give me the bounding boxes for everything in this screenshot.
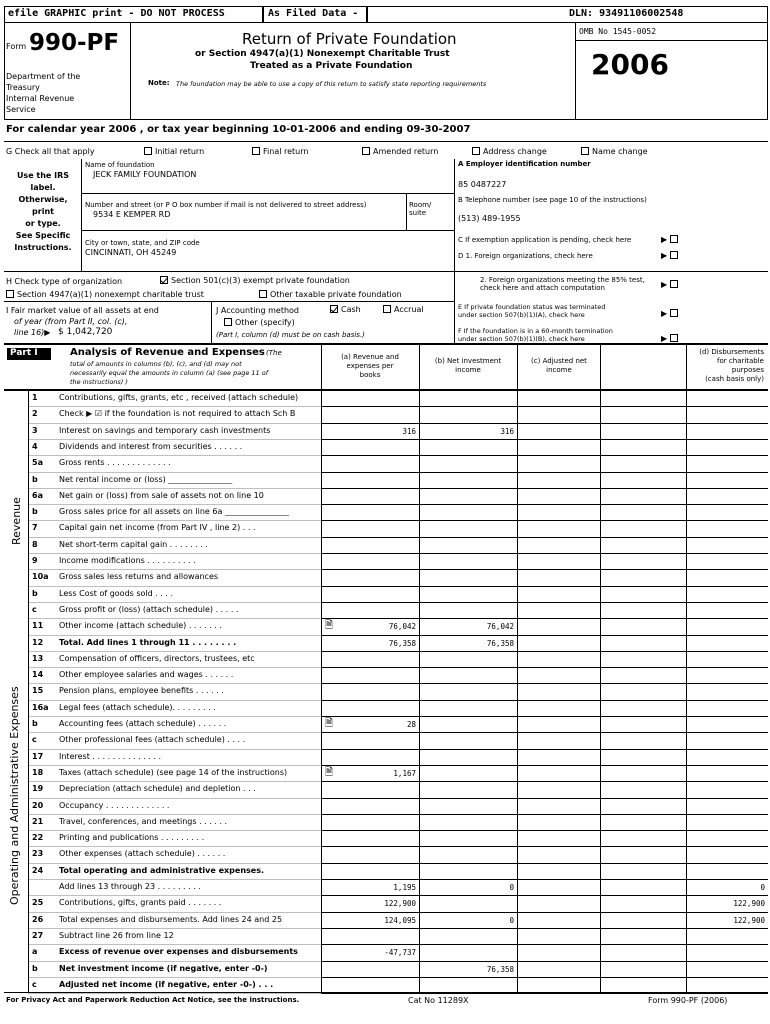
row-number: c	[32, 604, 37, 614]
col-d-header: (d) Disbursements for charitable purposes (cash basis only)	[699, 348, 764, 383]
row-label: Legal fees (attach schedule). . . . . . . . .	[59, 702, 216, 712]
foundation-name: JECK FAMILY FOUNDATION	[93, 170, 197, 179]
row-number: 13	[32, 653, 44, 663]
dept-line2: Treasury	[6, 83, 40, 92]
g-check-label: G Check all that apply	[6, 147, 95, 156]
terminated-checkbox[interactable]: ▶	[661, 309, 681, 318]
row-number: 2	[32, 409, 38, 419]
row-col-a-value: 1,167	[393, 768, 416, 778]
form-number: 990-PF	[29, 30, 120, 56]
amended-return-checkbox[interactable]: Amended return	[362, 147, 438, 156]
accounting-method-label: J Accounting method	[216, 306, 300, 315]
city-state-zip: CINCINNATI, OH 45249	[85, 248, 177, 257]
row-label: Other expenses (attach schedule) . . . . . .	[59, 849, 226, 859]
row-number: 27	[32, 930, 44, 940]
fmv-label-3: line 16)▶	[14, 328, 51, 337]
terminated-label: E If private foundation status was terminated under section 507(b)(1)(A), check here	[458, 303, 606, 319]
revenue-side-label: Revenue	[10, 497, 23, 545]
row-number: a	[32, 947, 38, 957]
row-col-b-value: 76,358	[486, 638, 514, 648]
row-number: 24	[32, 865, 44, 875]
row-label: Net gain or (loss) from sale of assets not on line 10	[59, 490, 264, 500]
row-number: b	[32, 474, 38, 484]
footer-privacy-notice: For Privacy Act and Paperwork Reduction Act Notice, see the instructions.	[6, 996, 300, 1004]
row-label: Income modifications . . . . . . . . . .	[59, 556, 196, 565]
foundation-name-label: Name of foundation	[85, 161, 155, 169]
tax-year: 2006	[591, 48, 669, 81]
as-filed-label: As Filed Data -	[268, 8, 359, 19]
row-label: Occupancy . . . . . . . . . . . . .	[59, 800, 170, 810]
row-col-a-value: 76,358	[388, 638, 416, 648]
row-number: 21	[32, 816, 44, 826]
col-c-header: (c) Adjusted net income	[531, 357, 587, 374]
row-label: Travel, conferences, and meetings . . . . . .	[59, 816, 228, 826]
row-label: Check ▶ ☑ if the foundation is not required to attach Sch B	[59, 409, 296, 419]
row-label: Less Cost of goods sold . . . .	[59, 588, 174, 598]
row-label: Interest . . . . . . . . . . . . . .	[59, 751, 162, 761]
row-number: 23	[32, 849, 44, 859]
row-number: 11	[32, 621, 44, 631]
section-501c3-checkbox[interactable]: Section 501(c)(3) exempt private foundation	[160, 276, 350, 285]
other-method-checkbox[interactable]: Other (specify)	[224, 318, 295, 327]
attachment-icon[interactable]: 🗎	[325, 766, 334, 778]
part-i-title: Analysis of Revenue and Expenses	[70, 347, 265, 358]
street-address: 9534 E KEMPER RD	[93, 210, 171, 219]
row-number: 16a	[32, 702, 49, 712]
row-label: Depreciation (attach schedule) and depletion . . .	[59, 784, 256, 794]
row-label: Printing and publications . . . . . . . . .	[59, 833, 205, 843]
row-label: Total operating and administrative expenses.	[59, 865, 264, 875]
row-col-a-value: 122,900	[384, 899, 416, 909]
city-label: City or town, state, and ZIP code	[85, 239, 200, 247]
row-number: 15	[32, 686, 44, 696]
name-change-checkbox[interactable]: Name change	[581, 147, 648, 156]
part-i-description: total of amounts in columns (b), (c), and (d) may not necessarily equal the amounts in column (a) (see page 11 of the instructions) )	[70, 360, 269, 386]
col-b-header: (b) Net investment income	[434, 357, 502, 374]
telephone-value: (513) 489-1955	[458, 214, 521, 223]
row-label: Net short-term capital gain . . . . . . . .	[59, 539, 208, 549]
exemption-pending-checkbox[interactable]: ▶	[661, 235, 681, 244]
row-label: Gross sales less returns and allowances	[59, 572, 219, 582]
row-number: 26	[32, 914, 44, 924]
row-label: Other professional fees (attach schedule) . . . .	[59, 735, 246, 745]
efile-notice: efile GRAPHIC print - DO NOT PROCESS	[8, 8, 225, 19]
sixty-month-checkbox[interactable]: ▶	[661, 334, 681, 343]
cash-basis-note: (Part I, column (d) must be on cash basis.)	[216, 331, 365, 339]
row-label: Gross sales price for all assets on line 6a ________________	[59, 507, 289, 517]
expenses-side-label: Operating and Administrative Expenses	[8, 686, 21, 905]
sixty-month-label: F If the foundation is in a 60-month termination under section 507(b)(1)(B), check here	[458, 327, 613, 343]
row-col-a-value: -47,737	[384, 948, 416, 958]
row-label: Gross rents . . . . . . . . . . . . .	[59, 458, 171, 468]
final-return-checkbox[interactable]: Final return	[252, 147, 308, 156]
row-number: 25	[32, 898, 44, 908]
row-number: b	[32, 588, 38, 598]
row-col-a-value: 76,042	[388, 622, 416, 632]
row-number: 19	[32, 784, 44, 794]
ein-label: A Employer identification number	[458, 160, 591, 168]
row-col-a-value: 1,195	[393, 883, 416, 892]
ein-value: 85 0487227	[458, 180, 507, 189]
telephone-label: B Telephone number (see page 10 of the instructions)	[458, 196, 647, 204]
foreign-85-label: 2. Foreign organizations meeting the 85% test, check here and attach computation	[480, 276, 645, 292]
row-number: 5a	[32, 458, 43, 468]
initial-return-checkbox[interactable]: Initial return	[144, 147, 204, 156]
row-label: Contributions, gifts, grants paid . . . . . . .	[59, 898, 222, 908]
row-number: c	[32, 735, 37, 745]
row-number: c	[32, 979, 37, 989]
dept-line1: Department of the	[6, 72, 81, 81]
dept-line4: Service	[6, 105, 36, 114]
row-number: 14	[32, 670, 44, 680]
row-number: b	[32, 507, 38, 517]
attachment-icon[interactable]: 🗎	[325, 718, 334, 729]
other-taxable-checkbox[interactable]: Other taxable private foundation	[259, 290, 402, 299]
row-col-d-value: 122,900	[733, 915, 765, 925]
omb-number: OMB No 1545-0052	[579, 27, 657, 36]
note-label: Note:	[148, 79, 170, 87]
dln-number: DLN: 93491106002548	[569, 8, 684, 19]
row-label: Excess of revenue over expenses and disbursements	[59, 947, 298, 957]
row-label: Adjusted net income (if negative, enter -0-) . . .	[59, 979, 274, 989]
form-footer-id: Form 990-PF (2006)	[648, 996, 728, 1005]
row-label: Dividends and interest from securities . . . . . .	[59, 441, 243, 451]
row-col-b-value: 0	[509, 915, 514, 925]
row-label: Capital gain net income (from Part IV , line 2) . . .	[59, 523, 256, 533]
row-label: Total. Add lines 1 through 11 . . . . . . . .	[59, 637, 237, 647]
row-number: 3	[32, 425, 38, 435]
street-label: Number and street (or P O box number if mail is not delivered to street address)	[85, 201, 367, 209]
row-col-d-value: 0	[760, 883, 765, 892]
row-label: Taxes (attach schedule) (see page 14 of the instructions)	[59, 767, 288, 777]
row-number: 17	[32, 751, 44, 761]
row-number: 20	[32, 800, 44, 810]
row-number: 9	[32, 556, 38, 565]
row-number: 12	[32, 637, 44, 647]
address-change-checkbox[interactable]: Address change	[472, 147, 547, 156]
fmv-value: $ 1,042,720	[58, 327, 113, 337]
foreign-org-label: D 1. Foreign organizations, check here	[458, 252, 593, 260]
note-text: The foundation may be able to use a copy of this return to satisfy state reporting requirements	[176, 80, 487, 88]
row-label: Subtract line 26 from line 12	[59, 930, 174, 940]
foreign-org-checkbox[interactable]: ▶	[661, 251, 681, 260]
row-label: Net rental income or (loss) ________________	[59, 474, 233, 484]
row-number: 1	[32, 393, 38, 402]
fmv-label-1: I Fair market value of all assets at end	[6, 306, 159, 315]
attachment-icon[interactable]: 🗎	[325, 620, 334, 632]
room-suite-label: Room/ suite	[409, 201, 432, 217]
row-label: Interest on savings and temporary cash investments	[59, 425, 271, 435]
row-number: b	[32, 963, 38, 973]
accrual-method-checkbox[interactable]: Accrual	[383, 305, 424, 314]
row-number: 6a	[32, 490, 43, 500]
cash-method-checkbox[interactable]: Cash	[330, 305, 361, 314]
row-number: 10a	[32, 572, 49, 582]
row-col-b-value: 0	[509, 883, 514, 892]
row-number: 22	[32, 833, 44, 843]
row-label: Gross profit or (loss) (attach schedule) . . . . .	[59, 604, 239, 614]
irs-label-instructions: Use the IRS label. Otherwise, print or type. See Specific Instructions.	[14, 171, 72, 252]
col-a-header: (a) Revenue and expenses per books	[341, 353, 399, 379]
row-col-a-value: 28	[406, 720, 416, 729]
part-i-tag: Part I	[10, 348, 38, 358]
section-4947-checkbox[interactable]: Section 4947(a)(1) nonexempt charitable trust	[6, 290, 204, 299]
row-number: 18	[32, 767, 44, 777]
form-prefix: Form	[6, 42, 27, 51]
row-number: 7	[32, 523, 38, 533]
row-label: Pension plans, employee benefits . . . . . .	[59, 686, 224, 696]
form-title: Return of Private Foundation	[242, 30, 457, 48]
calendar-year-line: For calendar year 2006 , or tax year beginning 10-01-2006 and ending 09-30-2007	[6, 124, 471, 135]
row-label: Other income (attach schedule) . . . . . . .	[59, 621, 222, 631]
row-col-b-value: 316	[500, 426, 514, 436]
row-label: Contributions, gifts, grants, etc , received (attach schedule)	[59, 393, 299, 402]
row-label: Accounting fees (attach schedule) . . . . . .	[59, 719, 227, 728]
form-subtitle-2: Treated as a Private Foundation	[250, 61, 413, 71]
exemption-pending-label: C If exemption application is pending, check here	[458, 236, 632, 244]
row-number: b	[32, 719, 38, 728]
row-col-b-value: 76,358	[486, 964, 514, 974]
row-col-b-value: 76,042	[486, 622, 514, 632]
dept-line3: Internal Revenue	[6, 94, 75, 103]
row-label: Total expenses and disbursements. Add lines 24 and 25	[59, 914, 283, 924]
row-label: Other employee salaries and wages . . . . . .	[59, 670, 234, 680]
foreign-85-checkbox[interactable]: ▶	[661, 280, 681, 289]
row-col-a-value: 124,095	[384, 915, 416, 925]
h-check-label: H Check type of organization	[6, 277, 123, 286]
row-label: Net investment income (if negative, enter -0-)	[59, 963, 268, 973]
row-label: Compensation of officers, directors, trustees, etc	[59, 653, 255, 663]
row-label: Add lines 13 through 23 . . . . . . . . .	[59, 882, 201, 891]
form-subtitle-1: or Section 4947(a)(1) Nonexempt Charitable Trust	[195, 49, 450, 59]
row-number: 8	[32, 539, 38, 549]
row-number: 4	[32, 441, 38, 451]
row-col-d-value: 122,900	[733, 899, 765, 909]
part-i-title-note: (The	[266, 349, 282, 357]
fmv-label-2: of year (from Part II, col. (c),	[14, 317, 128, 326]
row-col-a-value: 316	[402, 426, 416, 436]
catalog-number: Cat No 11289X	[408, 996, 469, 1005]
